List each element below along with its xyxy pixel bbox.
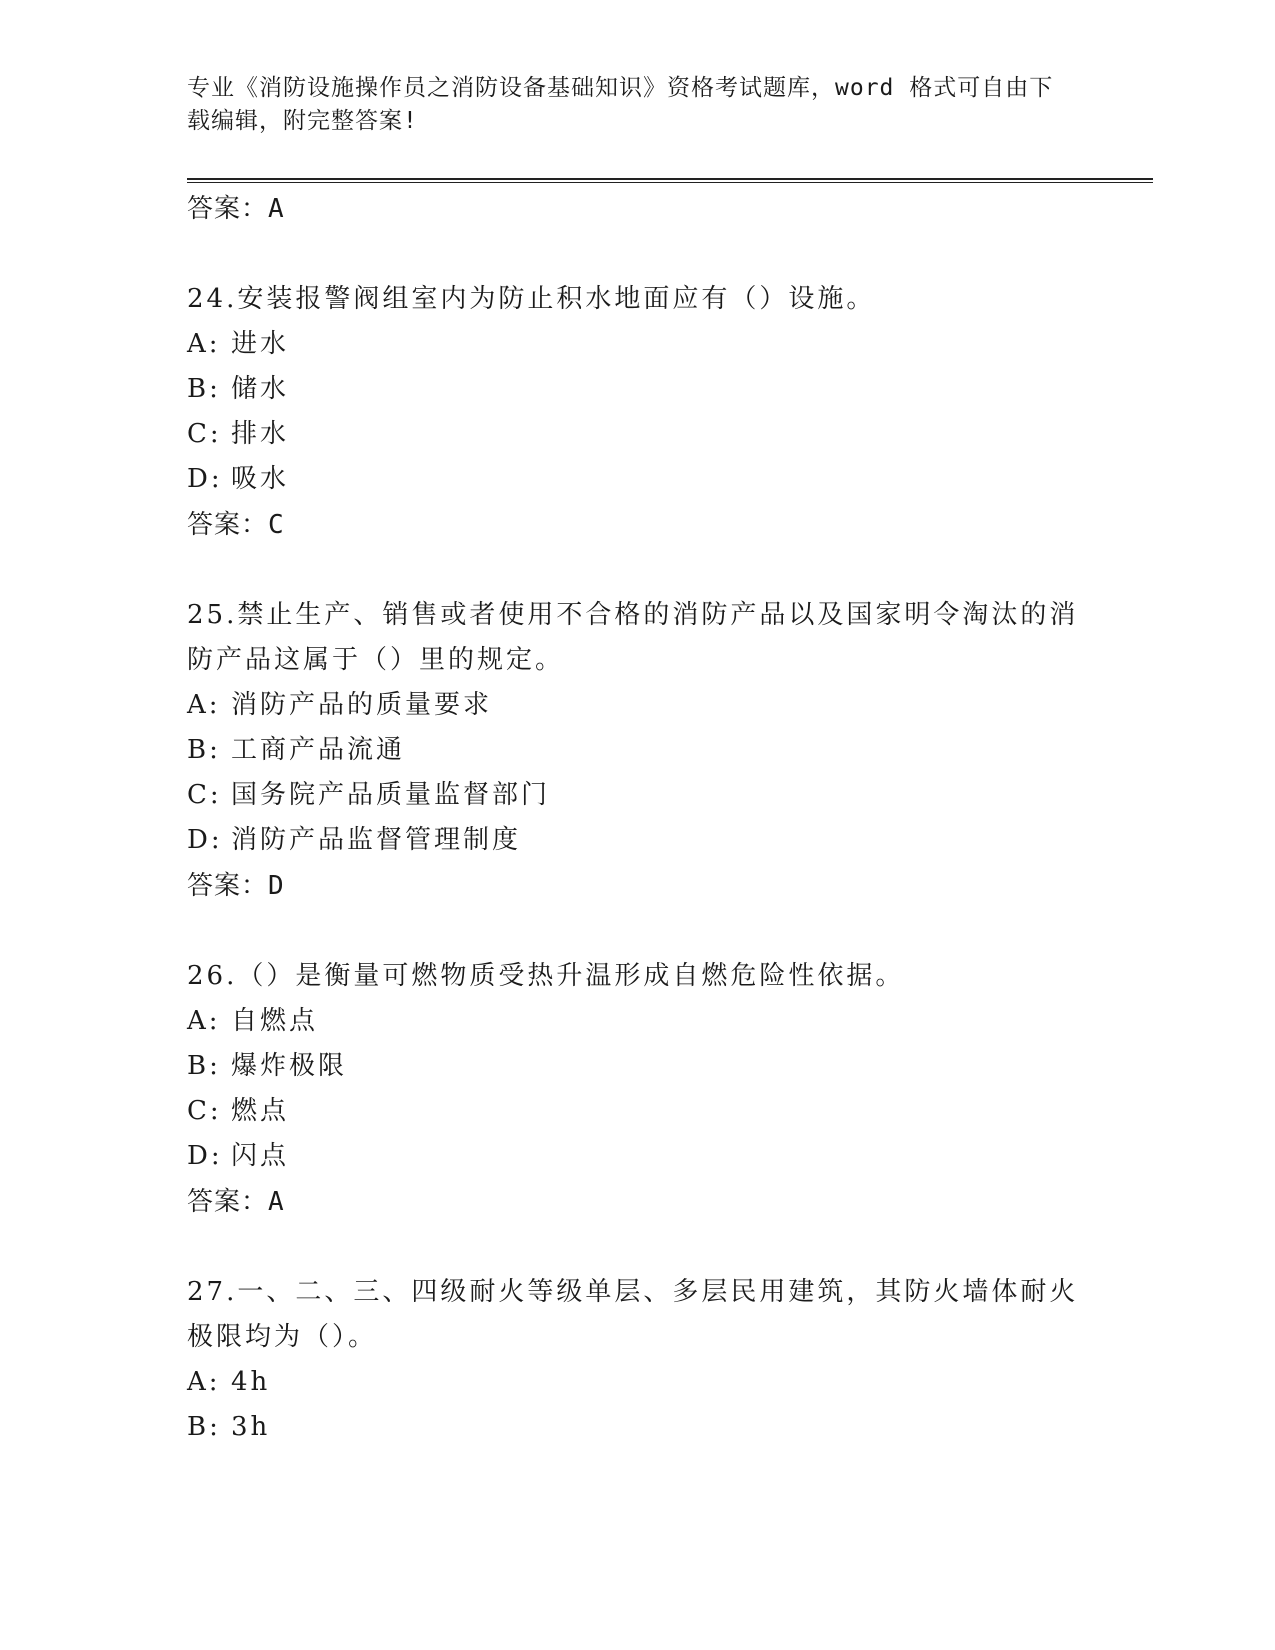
- option-text: 国务院产品质量监督部门: [231, 780, 551, 810]
- option-letter: C:: [187, 780, 222, 810]
- option-text: 排水: [231, 419, 290, 449]
- option-text: 燃点: [231, 1096, 290, 1126]
- option-d: [187, 818, 1087, 863]
- answer-label: 答案：: [187, 510, 269, 540]
- option-letter: D:: [187, 1141, 223, 1171]
- option-text: 吸水: [231, 464, 290, 494]
- answer-value: A: [268, 194, 285, 224]
- option-a: [187, 683, 1087, 728]
- option-b: [187, 367, 1087, 412]
- option-d: [187, 457, 1087, 502]
- answer-value: C: [268, 510, 285, 540]
- option-letter: A:: [187, 329, 221, 359]
- option-text: 3h: [231, 1412, 271, 1442]
- option-a: [187, 1360, 1087, 1405]
- option-letter: D:: [187, 464, 223, 494]
- option-text: 自燃点: [231, 1006, 319, 1036]
- answer-value: D: [268, 871, 285, 901]
- option-c: [187, 412, 1087, 457]
- question-25: [187, 593, 1087, 909]
- option-letter: A:: [187, 690, 221, 720]
- answer-value: A: [268, 1187, 285, 1217]
- header-line-1: 专业《消防设施操作员之消防设备基础知识》资格考试题库，word 格式可自由下: [187, 75, 1054, 101]
- option-b: [187, 1044, 1087, 1089]
- question-stem: 25.禁止生产、销售或者使用不合格的消防产品以及国家明令淘汰的消防产品这属于（）里的规定。: [187, 600, 1079, 675]
- header-divider: [187, 178, 1153, 183]
- question-stem: 26.（）是衡量可燃物质受热升温形成自燃危险性依据。: [187, 961, 905, 991]
- question-stem: 27.一、二、三、四级耐火等级单层、多层民用建筑，其防火墙体耐火极限均为（）。: [187, 1277, 1079, 1352]
- option-b: [187, 1405, 1087, 1450]
- option-text: 储水: [231, 374, 290, 404]
- option-text: 消防产品监督管理制度: [231, 825, 522, 855]
- option-text: 闪点: [231, 1141, 290, 1171]
- option-b: [187, 728, 1087, 773]
- answer: [187, 863, 1087, 909]
- question-24: [187, 277, 1087, 548]
- option-letter: B:: [187, 735, 221, 765]
- option-letter: C:: [187, 419, 222, 449]
- question-26: [187, 954, 1087, 1225]
- option-text: 工商产品流通: [231, 735, 406, 765]
- option-letter: B:: [187, 374, 221, 404]
- previous-answer: [187, 186, 1087, 232]
- answer-label: 答案：: [187, 871, 269, 901]
- option-text: 进水: [231, 329, 290, 359]
- option-a: [187, 999, 1087, 1044]
- option-d: [187, 1134, 1087, 1179]
- header-line-2: 载编辑，附完整答案!: [187, 108, 418, 134]
- page-header: [187, 72, 1067, 138]
- answer-label: 答案：: [187, 1187, 269, 1217]
- option-letter: D:: [187, 825, 223, 855]
- question-stem: 24.安装报警阀组室内为防止积水地面应有（）设施。: [187, 284, 876, 314]
- answer: [187, 502, 1087, 548]
- option-c: [187, 1089, 1087, 1134]
- answer: [187, 1179, 1087, 1225]
- question-27: [187, 1270, 1087, 1450]
- answer-label: 答案：: [187, 194, 269, 224]
- option-text: 4h: [231, 1367, 271, 1397]
- option-letter: C:: [187, 1096, 222, 1126]
- option-letter: A:: [187, 1367, 221, 1397]
- option-letter: B:: [187, 1412, 221, 1442]
- option-letter: B:: [187, 1051, 221, 1081]
- option-a: [187, 322, 1087, 367]
- option-c: [187, 773, 1087, 818]
- option-letter: A:: [187, 1006, 221, 1036]
- option-text: 消防产品的质量要求: [231, 690, 493, 720]
- question-list: [187, 186, 1087, 1450]
- option-text: 爆炸极限: [231, 1051, 348, 1081]
